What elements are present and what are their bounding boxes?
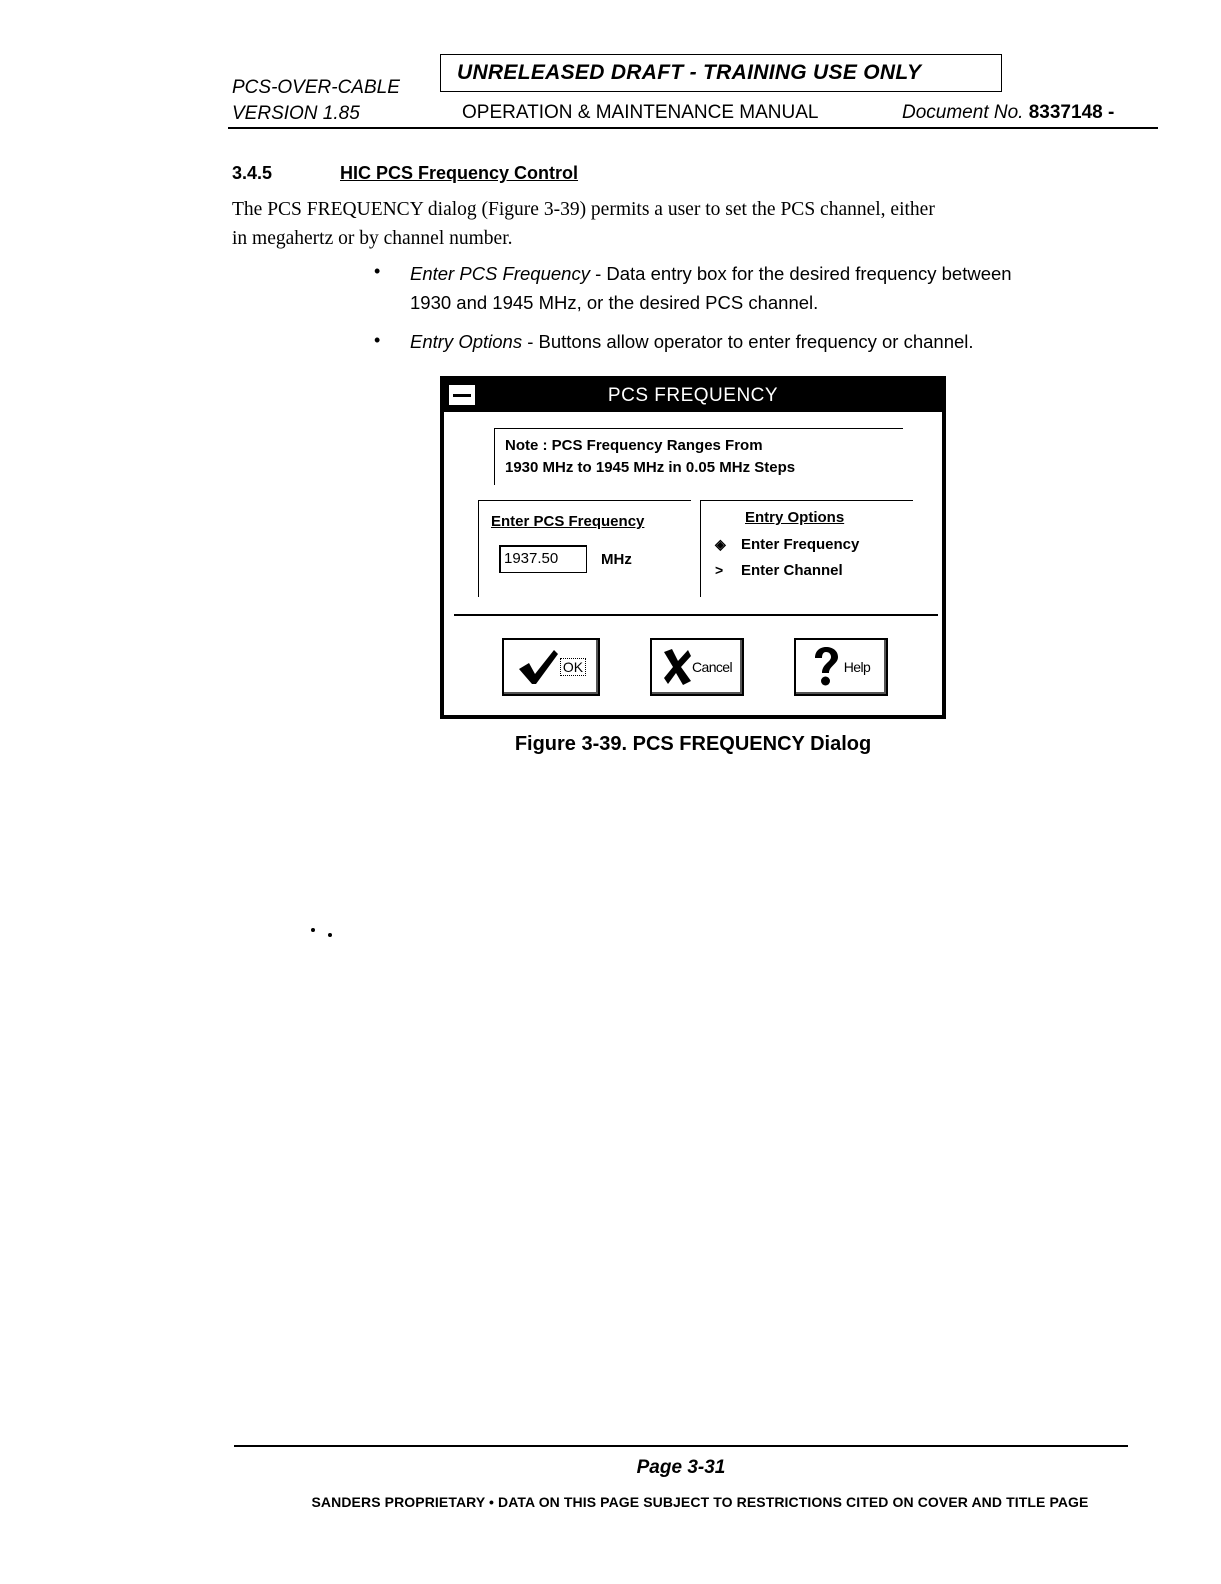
- radio-unselected-icon: >: [715, 562, 724, 578]
- frequency-note: [494, 428, 903, 485]
- draft-banner: UNRELEASED DRAFT - TRAINING USE ONLY: [440, 54, 1002, 92]
- option-enter-channel[interactable]: [715, 557, 843, 584]
- ok-button[interactable]: [502, 638, 600, 696]
- header-rule: [228, 127, 1158, 129]
- scan-speck: [328, 933, 332, 937]
- frequency-unit: MHz: [601, 551, 632, 568]
- button-divider: [454, 614, 938, 616]
- option-label: Enter Frequency: [741, 536, 860, 553]
- cancel-button-label: Cancel: [692, 659, 732, 675]
- figure-caption: Figure 3-39. PCS FREQUENCY Dialog: [514, 733, 872, 755]
- entry-options-group: [700, 500, 913, 597]
- bullet-marker: •: [374, 261, 381, 281]
- bullet-desc: - Buttons allow operator to enter frequency or channel.: [522, 331, 974, 352]
- question-mark-icon: [812, 646, 840, 688]
- x-icon: [662, 647, 692, 687]
- intro-line-1: The PCS FREQUENCY dialog (Figure 3-39) permits a user to set the PCS channel, either: [232, 199, 935, 220]
- scan-speck: [311, 928, 315, 932]
- dialog-titlebar[interactable]: [444, 380, 942, 412]
- note-line-2: 1930 MHz to 1945 MHz in 0.05 MHz Steps: [505, 459, 796, 476]
- system-menu-icon[interactable]: [448, 384, 476, 406]
- ok-button-label: OK: [560, 658, 586, 676]
- help-button-label: Help: [843, 659, 871, 675]
- section-title: HIC PCS Frequency Control: [340, 163, 579, 183]
- bullet-entry-options: [410, 327, 1150, 356]
- option-label: Enter Channel: [741, 562, 843, 579]
- frequency-entry-group: [478, 500, 691, 597]
- option-enter-frequency[interactable]: [715, 531, 859, 558]
- page-number: Page 3-31: [636, 1457, 726, 1478]
- document-label: Document No.: [902, 102, 1024, 123]
- section-intro: [232, 195, 1152, 253]
- checkmark-icon: [516, 647, 560, 687]
- bullet-marker: •: [374, 330, 381, 350]
- frequency-group-title: Enter PCS Frequency: [491, 513, 645, 530]
- pcs-frequency-dialog: [440, 376, 946, 719]
- frequency-input[interactable]: 1937.50: [499, 545, 587, 573]
- header-manual-title: OPERATION & MAINTENANCE MANUAL: [462, 102, 819, 123]
- header-product: PCS-OVER-CABLE: [232, 77, 400, 98]
- footer-rule: [234, 1445, 1128, 1447]
- section-number: 3.4.5: [232, 163, 273, 183]
- radio-selected-icon: ◈: [715, 536, 726, 552]
- dialog-title: PCS FREQUENCY: [607, 385, 779, 406]
- cancel-button[interactable]: [650, 638, 744, 696]
- proprietary-notice: SANDERS PROPRIETARY • DATA ON THIS PAGE SUBJECT TO RESTRICTIONS CITED ON COVER AND TITLE PAGE: [311, 1494, 1089, 1510]
- bullet-term: Entry Options: [410, 331, 523, 352]
- bullet-desc: - Data entry box for the desired frequency between: [589, 263, 1012, 284]
- header-version: VERSION 1.85: [232, 103, 360, 124]
- help-button[interactable]: [794, 638, 888, 696]
- entry-options-title: Entry Options: [745, 509, 845, 526]
- header-document-number: [902, 102, 1114, 124]
- bullet-enter-frequency: [410, 259, 1150, 317]
- bullet-term: Enter PCS Frequency: [410, 263, 590, 284]
- note-line-1: Note : PCS Frequency Ranges From: [505, 437, 763, 454]
- document-number: 8337148 -: [1028, 102, 1115, 123]
- intro-line-2: in megahertz or by channel number.: [232, 228, 513, 249]
- bullet-desc-cont: 1930 and 1945 MHz, or the desired PCS channel.: [410, 292, 819, 313]
